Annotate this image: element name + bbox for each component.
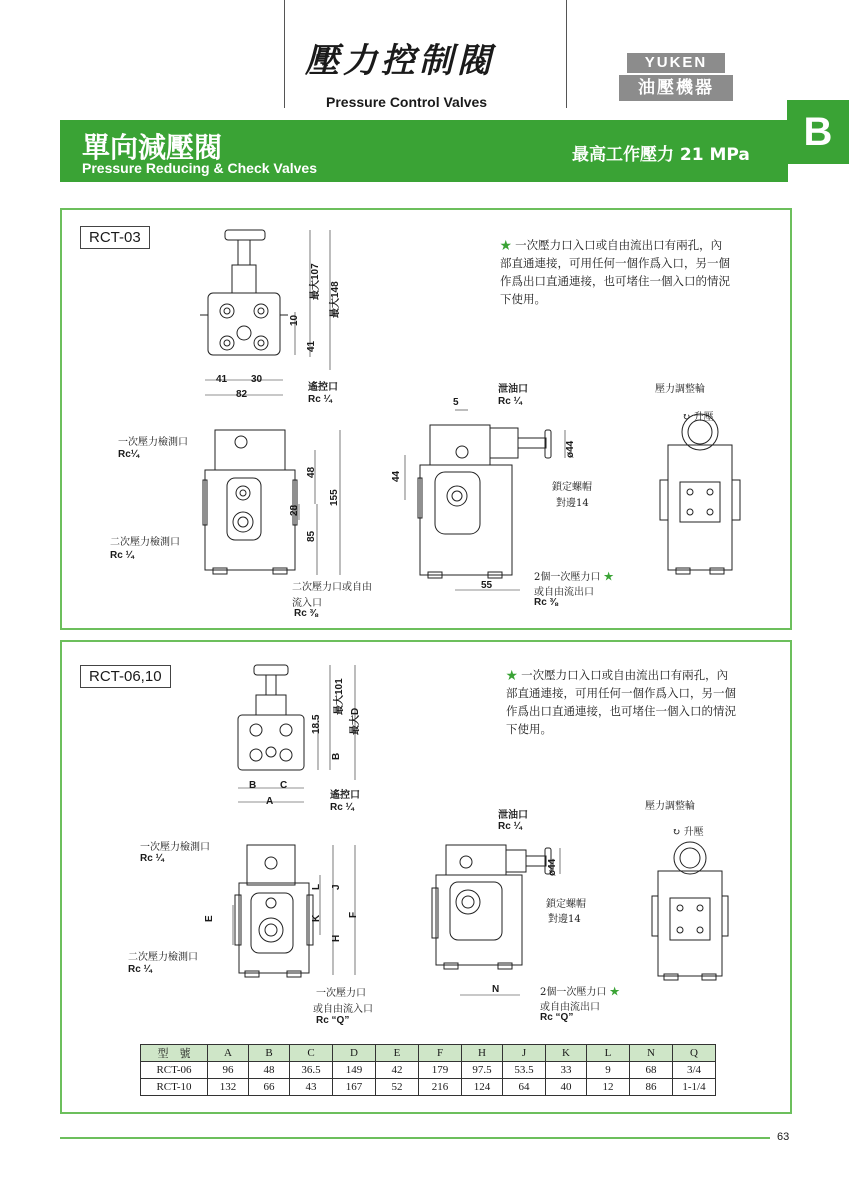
table-header-cell: D bbox=[333, 1045, 376, 1062]
table-cell: 40 bbox=[546, 1079, 587, 1096]
label-secondary-port-2: 流入口 bbox=[292, 598, 322, 609]
dim-41: 41 bbox=[216, 374, 228, 385]
label-pressure-up-2 bbox=[672, 823, 704, 838]
dim-max148: 最大148 bbox=[330, 281, 341, 318]
table-cell: 48 bbox=[249, 1062, 290, 1079]
dim-18-5: 18.5 bbox=[311, 714, 322, 734]
header-divider-left bbox=[284, 0, 285, 108]
table-cell: 36.5 bbox=[290, 1062, 333, 1079]
dim-55: 55 bbox=[481, 580, 493, 591]
dim-10: 10 bbox=[289, 314, 300, 326]
table-cell: 53.5 bbox=[503, 1062, 546, 1079]
dim-30: 30 bbox=[251, 374, 263, 385]
pressure-up-text: 升壓 bbox=[683, 827, 704, 838]
label-primary-port-1 bbox=[534, 568, 614, 583]
dim-K: K bbox=[311, 914, 322, 922]
dim-5: 5 bbox=[453, 397, 459, 408]
label-remote-port: 遙控口 bbox=[308, 382, 338, 393]
primary-port-text: 2個一次壓力口 bbox=[534, 572, 601, 583]
pressure-up-text: 升壓 bbox=[693, 412, 714, 423]
table-cell: 149 bbox=[333, 1062, 376, 1079]
table-cell: RCT-10 bbox=[141, 1079, 208, 1096]
label-lock-nut: 鎖定螺帽 bbox=[552, 482, 592, 493]
table-cell: 64 bbox=[503, 1079, 546, 1096]
label-drain-port-2: 泄油口 bbox=[498, 810, 528, 821]
label-remote-port-2: 遙控口 bbox=[330, 790, 360, 801]
yuken-logo bbox=[619, 53, 733, 101]
dim-28: 28 bbox=[289, 504, 300, 516]
label-remote-port-size-2: Rc ¼ bbox=[330, 802, 354, 813]
page-title-cn: 壓力控制閥 bbox=[305, 41, 495, 81]
dim-L: L bbox=[311, 883, 322, 890]
label-primary-port2-size: Rc “Q” bbox=[540, 1012, 574, 1023]
table-cell: 132 bbox=[208, 1079, 249, 1096]
table-header-row bbox=[141, 1045, 716, 1062]
label-secondary-port-1: 二次壓力口或自由 bbox=[292, 582, 372, 593]
table-cell: 66 bbox=[249, 1079, 290, 1096]
dim-Bv: B bbox=[331, 752, 342, 760]
table-header-cell: Q bbox=[673, 1045, 716, 1062]
table-header-cell: J bbox=[503, 1045, 546, 1062]
dim-85: 85 bbox=[306, 530, 317, 542]
rct03-side-view bbox=[400, 400, 580, 590]
label-pressure-up bbox=[682, 408, 714, 423]
label-secondary-gauge-size-2: Rc ¼ bbox=[128, 964, 152, 975]
label-primary-gauge: 一次壓力檢測口 bbox=[118, 437, 188, 448]
label-lock-nut-size: 對邊14 bbox=[556, 498, 589, 509]
dim-C: C bbox=[280, 780, 288, 791]
rct0610-rear-view bbox=[640, 836, 740, 986]
label-drain-port-size: Rc ¼ bbox=[498, 396, 522, 407]
table-cell: 86 bbox=[630, 1079, 673, 1096]
rct0610-front-view bbox=[225, 835, 375, 985]
dim-phi44: ø44 bbox=[565, 440, 576, 458]
table-header-cell: B bbox=[249, 1045, 290, 1062]
label-secondary-gauge: 二次壓力檢測口 bbox=[110, 537, 180, 548]
table-cell: 3/4 bbox=[673, 1062, 716, 1079]
label-primary-port-size: Rc ⅜ bbox=[534, 597, 558, 608]
logo-subtitle: 油壓機器 bbox=[619, 75, 733, 101]
table-header-cell: N bbox=[630, 1045, 673, 1062]
label-primary-gauge-size-2: Rc ¼ bbox=[140, 853, 164, 864]
table-cell: 124 bbox=[462, 1079, 503, 1096]
label-primary-port2-2: 或自由流出口 bbox=[540, 1002, 600, 1013]
dim-41v: 41 bbox=[306, 340, 317, 352]
label-primary-port2-1 bbox=[540, 983, 620, 998]
star-icon: ★ bbox=[603, 572, 614, 583]
table-header-cell: K bbox=[546, 1045, 587, 1062]
star-icon: ★ bbox=[609, 987, 620, 998]
dimension-table bbox=[140, 1044, 716, 1096]
dim-J: J bbox=[331, 884, 342, 890]
model-label-rct0610: RCT-06,10 bbox=[80, 665, 171, 688]
dim-44: 44 bbox=[391, 470, 402, 482]
table-header-cell: 型 號 bbox=[141, 1045, 208, 1062]
dim-48: 48 bbox=[306, 466, 317, 478]
table-cell: 52 bbox=[376, 1079, 419, 1096]
label-primary-gauge-2: 一次壓力檢測口 bbox=[140, 842, 210, 853]
table-row bbox=[141, 1079, 716, 1096]
page-number: 63 bbox=[777, 1131, 790, 1143]
table-cell: 9 bbox=[587, 1062, 630, 1079]
dim-B: B bbox=[249, 780, 257, 791]
table-row bbox=[141, 1062, 716, 1079]
note-text: 一次壓力口入口或自由流出口有兩孔，內部直通連接，可用任何一個作爲入口，另一個作爲出口直通連接，也可堵住一個入口的情況下使用。 bbox=[500, 238, 730, 306]
dim-A: A bbox=[266, 796, 274, 807]
table-cell: 179 bbox=[419, 1062, 462, 1079]
page-title-en: Pressure Control Valves bbox=[326, 94, 488, 110]
table-cell: 216 bbox=[419, 1079, 462, 1096]
note-text: 一次壓力口入口或自由流出口有兩孔，內部直通連接，可用任何一個作爲入口，另一個作爲出口直通連接，也可堵住一個入口的情況下使用。 bbox=[506, 668, 736, 736]
table-cell: 12 bbox=[587, 1079, 630, 1096]
label-secondary-gauge-2: 二次壓力檢測口 bbox=[128, 952, 198, 963]
table-header-cell: L bbox=[587, 1045, 630, 1062]
label-drain-port-size-2: Rc ¼ bbox=[498, 821, 522, 832]
label-pressure-adjust-2: 壓力調整輪 bbox=[645, 801, 695, 812]
label-primary-port-2b: 或自由流入口 bbox=[313, 1004, 373, 1015]
footer-line bbox=[60, 1137, 770, 1139]
dim-E: E bbox=[204, 915, 215, 922]
rct03-rear-view bbox=[650, 410, 750, 585]
dim-max101: 最大101 bbox=[334, 678, 345, 715]
label-pressure-adjust: 壓力調整輪 bbox=[655, 384, 705, 395]
star-icon: ★ bbox=[506, 668, 518, 682]
table-cell: 43 bbox=[290, 1079, 333, 1096]
label-primary-port-2a: 一次壓力口 bbox=[316, 988, 366, 999]
primary-port2-text: 2個一次壓力口 bbox=[540, 987, 607, 998]
table-cell: 42 bbox=[376, 1062, 419, 1079]
model-label-rct03: RCT-03 bbox=[80, 226, 150, 249]
table-cell: 97.5 bbox=[462, 1062, 503, 1079]
dim-maxD: 最大D bbox=[350, 707, 361, 735]
note-rct0610 bbox=[506, 666, 736, 738]
dim-phi44-2: ø44 bbox=[547, 858, 558, 876]
table-header-cell: E bbox=[376, 1045, 419, 1062]
rotate-icon: ↻ bbox=[682, 412, 691, 423]
label-primary-port-2: 或自由流出口 bbox=[534, 587, 594, 598]
table-header-cell: H bbox=[462, 1045, 503, 1062]
logo-brand: YUKEN bbox=[627, 53, 725, 73]
table-cell: RCT-06 bbox=[141, 1062, 208, 1079]
table-cell: 167 bbox=[333, 1079, 376, 1096]
dim-H: H bbox=[331, 934, 342, 942]
max-pressure: 最高工作壓力 21 MPa bbox=[572, 145, 750, 165]
table-header-cell: C bbox=[290, 1045, 333, 1062]
dim-155: 155 bbox=[329, 489, 340, 506]
dim-F: F bbox=[348, 911, 359, 918]
table-cell: 96 bbox=[208, 1062, 249, 1079]
section-tab: B bbox=[787, 100, 849, 164]
label-drain-port: 泄油口 bbox=[498, 384, 528, 395]
label-remote-port-size: Rc ¼ bbox=[308, 394, 332, 405]
dim-82: 82 bbox=[236, 389, 248, 400]
star-icon: ★ bbox=[500, 238, 512, 252]
header-divider-right bbox=[566, 0, 567, 108]
label-primary-port-size-2: Rc “Q” bbox=[316, 1015, 350, 1026]
table-cell: 68 bbox=[630, 1062, 673, 1079]
table-header-cell: F bbox=[419, 1045, 462, 1062]
table-cell: 33 bbox=[546, 1062, 587, 1079]
table-header-cell: A bbox=[208, 1045, 249, 1062]
rotate-icon: ↻ bbox=[672, 827, 681, 838]
note-rct03 bbox=[500, 236, 730, 308]
label-secondary-gauge-size: Rc ¼ bbox=[110, 550, 134, 561]
dim-max107: 最大107 bbox=[310, 263, 321, 300]
section-title-cn: 單向減壓閥 bbox=[82, 131, 223, 164]
section-title-en: Pressure Reducing & Check Valves bbox=[82, 160, 317, 176]
label-primary-gauge-size: Rc¼ bbox=[118, 449, 140, 460]
table-cell: 1-1/4 bbox=[673, 1079, 716, 1096]
label-lock-nut-2: 鎖定螺帽 bbox=[546, 899, 586, 910]
label-lock-nut-size-2: 對邊14 bbox=[548, 914, 581, 925]
label-secondary-port-size: Rc ⅜ bbox=[294, 608, 318, 619]
dim-N: N bbox=[492, 984, 500, 995]
